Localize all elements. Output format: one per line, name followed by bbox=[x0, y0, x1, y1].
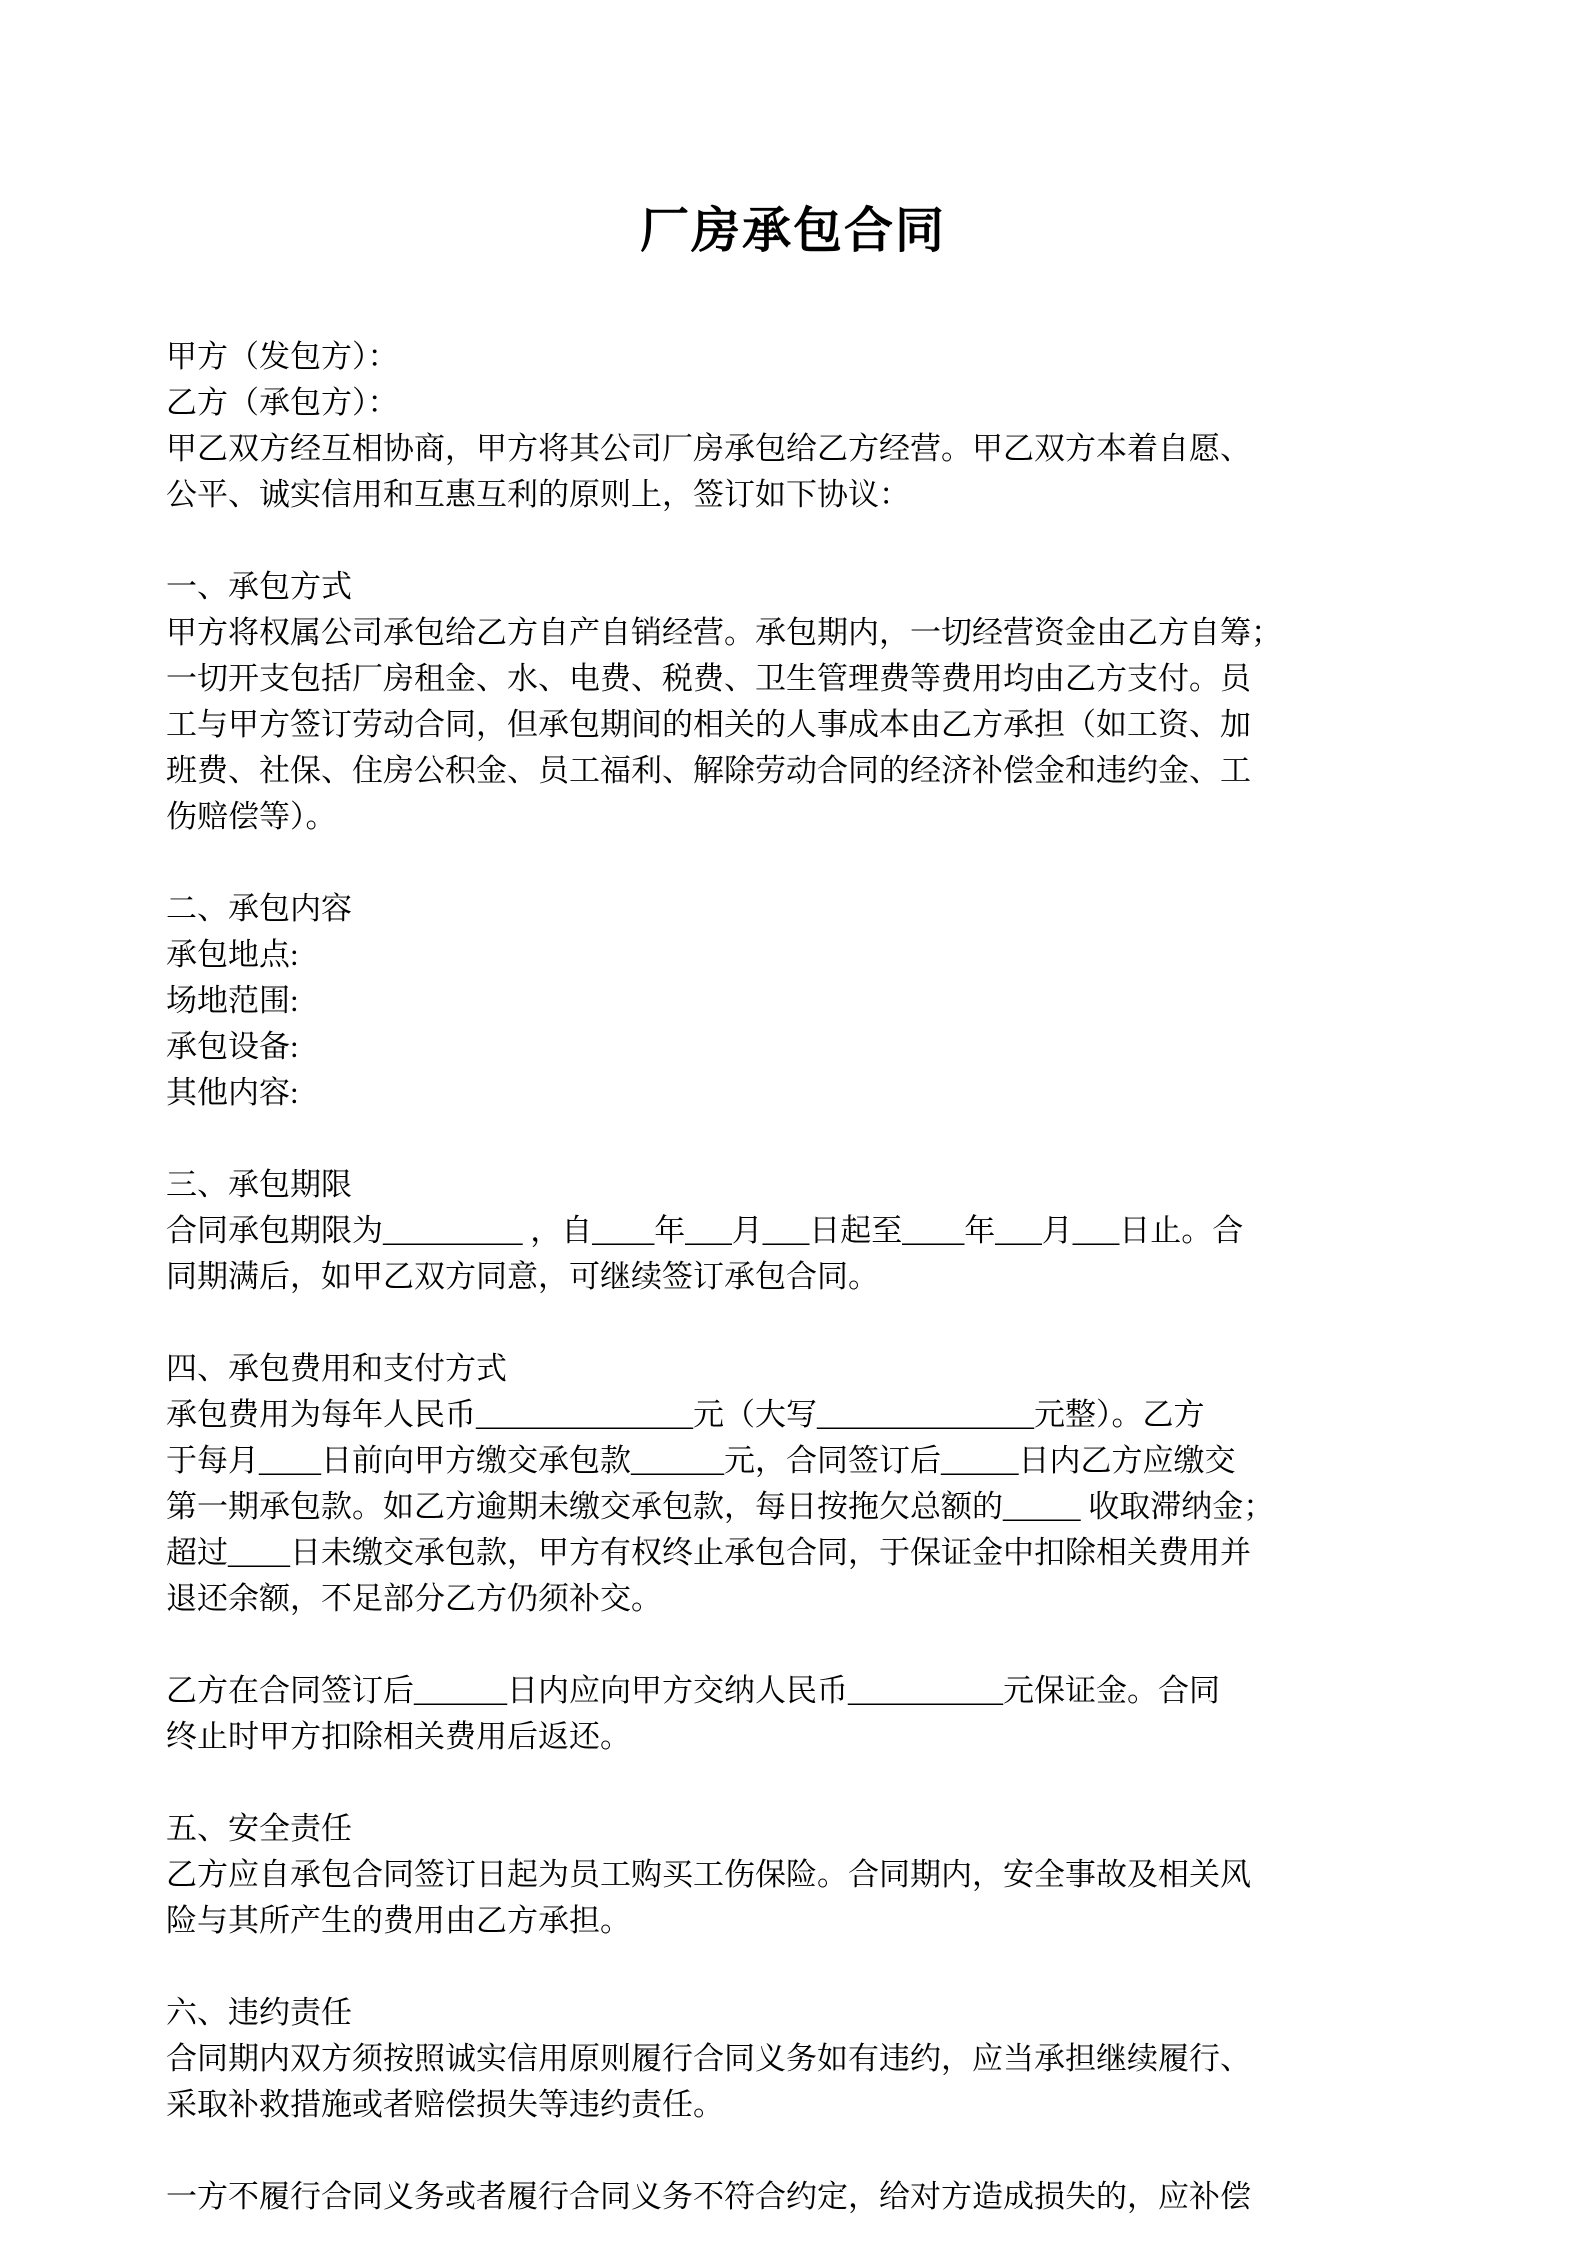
section-5-safety-liability-block bbox=[166, 1806, 1420, 1944]
text-line: 合同承包期限为_________ ，自____年___月___日起至____年___月___日止。合 bbox=[166, 1213, 1244, 1248]
section-heading: 四、承包费用和支付方式 bbox=[166, 1351, 507, 1386]
section-heading: 二、承包内容 bbox=[166, 891, 352, 926]
other-content-label: 其他内容: bbox=[166, 1075, 299, 1110]
preamble-line: 公平、诚实信用和互惠互利的原则上，签订如下协议： bbox=[166, 477, 910, 512]
text-line: 伤赔偿等）。 bbox=[166, 799, 337, 834]
text-line: 于每月____日前向甲方缴交承包款______元，合同签订后_____日内乙方应缴交 bbox=[166, 1443, 1236, 1478]
text-line: 退还余额，不足部分乙方仍须补交。 bbox=[166, 1581, 662, 1616]
section-2-contract-content-block bbox=[166, 886, 1420, 1116]
text-line: 合同期内双方须按照诚实信用原则履行合同义务如有违约，应当承担继续履行、 bbox=[166, 2041, 1251, 2076]
text-line: 超过____日未缴交承包款，甲方有权终止承包合同，于保证金中扣除相关费用并 bbox=[166, 1535, 1251, 1570]
section-4-fees-and-payment-block bbox=[166, 1346, 1420, 1622]
text-line: 第一期承包款。如乙方逾期未缴交承包款，每日按拖欠总额的_____ 收取滞纳金； bbox=[166, 1489, 1275, 1524]
text-line: 一切开支包括厂房租金、水、电费、税费、卫生管理费等费用均由乙方支付。员 bbox=[166, 661, 1251, 696]
section-heading: 六、违约责任 bbox=[166, 1995, 352, 2030]
text-line: 终止时甲方扣除相关费用后返还。 bbox=[166, 1719, 631, 1754]
text-line: 承包费用为每年人民币______________元（大写______________元整）。乙方 bbox=[166, 1397, 1205, 1432]
section-6-breach-liability-block bbox=[166, 1990, 1420, 2128]
text-line: 乙方在合同签订后______日内应向甲方交纳人民币__________元保证金。合同 bbox=[166, 1673, 1220, 1708]
text-line: 一方不履行合同义务或者履行合同义务不符合约定，给对方造成损失的，应补偿 bbox=[166, 2179, 1251, 2214]
text-line: 同期满后，如甲乙双方同意，可继续签订承包合同。 bbox=[166, 1259, 879, 1294]
text-line: 甲方将权属公司承包给乙方自产自销经营。承包期内，一切经营资金由乙方自筹； bbox=[166, 615, 1282, 650]
text-line: 乙方应自承包合同签订日起为员工购买工伤保险。合同期内，安全事故及相关风 bbox=[166, 1857, 1251, 1892]
section-1-contract-method-block bbox=[166, 564, 1420, 840]
section-heading: 五、安全责任 bbox=[166, 1811, 352, 1846]
document-title: 厂房承包合同 bbox=[639, 204, 946, 258]
document-body bbox=[0, 334, 1586, 2220]
contract-location-label: 承包地点: bbox=[166, 937, 299, 972]
party-b-line: 乙方（承包方）： bbox=[166, 385, 399, 420]
section-3-contract-term-block bbox=[166, 1162, 1420, 1300]
contract-equipment-label: 承包设备: bbox=[166, 1029, 299, 1064]
closing-paragraph-block bbox=[166, 2174, 1420, 2220]
deposit-paragraph-block bbox=[166, 1668, 1420, 1760]
text-line: 险与其所产生的费用由乙方承担。 bbox=[166, 1903, 631, 1938]
preamble-line: 甲乙双方经互相协商，甲方将其公司厂房承包给乙方经营。甲乙双方本着自愿、 bbox=[166, 431, 1251, 466]
site-scope-label: 场地范围: bbox=[166, 983, 299, 1018]
section-heading: 三、承包期限 bbox=[166, 1167, 352, 1202]
text-line: 采取补救措施或者赔偿损失等违约责任。 bbox=[166, 2087, 724, 2122]
party-a-line: 甲方（发包方）： bbox=[166, 339, 399, 374]
section-heading: 一、承包方式 bbox=[166, 569, 352, 604]
text-line: 工与甲方签订劳动合同，但承包期间的相关的人事成本由乙方承担（如工资、加 bbox=[166, 707, 1251, 742]
text-line: 班费、社保、住房公积金、员工福利、解除劳动合同的经济补偿金和违约金、工 bbox=[166, 753, 1251, 788]
parties-and-preamble-block bbox=[166, 334, 1420, 518]
